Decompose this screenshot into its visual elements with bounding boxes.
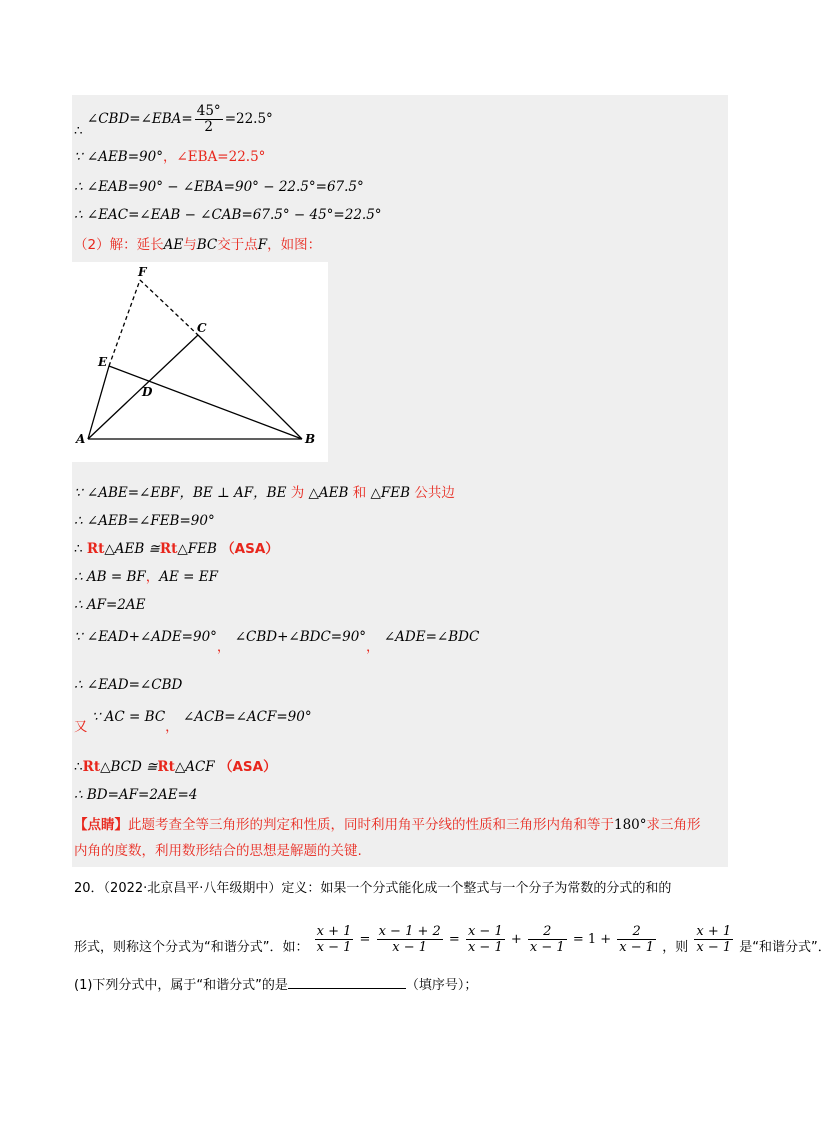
line-angle-sums: ∵ ∠EAD+∠ADE=90°， ∠CBD+∠BDC=90°， ∠ADE=∠BDC	[74, 629, 480, 655]
label-c: C	[197, 321, 207, 335]
dashed-fc	[140, 280, 198, 335]
fraction-4: $\frac{2}{x - 1}$	[529, 924, 565, 955]
line-eac: ∴ ∠EAC=∠EAB − ∠CAB=67.5° − 45°=22.5°	[74, 207, 382, 223]
line-abe-ebf: ∵ ∠ABE=∠EBF，BE ⊥ AF，BE 为 △AEB 和 △FEB 公共边	[74, 485, 455, 501]
label-e: E	[98, 355, 108, 369]
label-d: D	[142, 385, 153, 399]
segment-cb	[198, 335, 302, 439]
line-af-2ae: ∴ AF=2AE	[74, 597, 146, 613]
fraction-1: $\frac{x + 1}{x - 1}$	[316, 924, 352, 955]
line-ac-bc: 又 ∵ AC = BC， ∠ACB=∠ACF=90°	[74, 709, 312, 735]
angle-equation: ∠CBD=∠EBA=	[86, 111, 193, 127]
answer-blank[interactable]	[288, 974, 406, 989]
line-aeb-90: ∵ ∠AEB=90°，∠EBA=22.5°	[74, 149, 266, 165]
dashed-ef	[109, 280, 140, 366]
dianjing-note-line2: 内角的度数，利用数形结合的思想是解题的关键.	[74, 843, 362, 859]
line-bd-result: ∴ BD=AF=2AE=4	[74, 787, 198, 803]
line-congruent-bcd-acf: ∴Rt△BCD ≅Rt△ACF （ASA）	[74, 759, 277, 775]
fraction-2: $\frac{x - 1 + 2}{x - 1}$	[378, 924, 441, 955]
fraction-3: $\frac{x - 1}{x - 1}$	[467, 924, 503, 955]
therefore-symbol: ∴	[74, 123, 83, 139]
result-value: =22.5°	[224, 111, 273, 127]
q20-definition-example: 形式，则称这个分式为“和谐分式”．如： $\frac{x + 1}{x - 1}$ = $\frac{x - 1 + 2}{x - 1}$ = $\frac{x - 1}{x - 1}$ + $\frac{2}{x - 1}$ = 1 + $\frac{2}{x - 1}$ ，则 $\frac{x + 1}{x - 1}$ 是“和谐分式”．	[74, 924, 831, 955]
geometry-figure	[72, 262, 328, 462]
triangle-diagram	[72, 262, 328, 462]
line-ead-cbd: ∴ ∠EAD=∠CBD	[74, 677, 183, 693]
fraction-45-over-2: $\frac{45^\circ}{2}$	[196, 103, 221, 135]
line-congruent-aeb-feb: ∴ Rt△AEB ≅Rt△FEB （ASA）	[74, 541, 279, 557]
line-cbd-eba	[74, 103, 273, 139]
label-a: A	[76, 432, 86, 446]
segment-eb	[109, 366, 302, 439]
segment-ae	[88, 366, 109, 439]
label-b: B	[305, 432, 316, 446]
fraction-6: $\frac{x + 1}{x - 1}$	[696, 924, 732, 955]
q20-heading: 20．（2022·北京昌平·八年级期中）定义：如果一个分式能化成一个整式与一个分子为常数的分式的和的	[74, 881, 672, 896]
label-f: F	[138, 265, 147, 279]
line-eab: ∴ ∠EAB=90° − ∠EBA=90° − 22.5°=67.5°	[74, 179, 364, 195]
part2-heading: （2）解：延长AE与BC交于点F，如图：	[74, 237, 322, 253]
fraction-5: $\frac{2}{x - 1}$	[619, 924, 655, 955]
line-ab-bf: ∴ AB = BF，AE = EF	[74, 569, 218, 585]
q20-part1: (1)下列分式中，属于“和谐分式”的是 （填序号）；	[74, 974, 477, 995]
line-aeb-feb: ∴ ∠AEB=∠FEB=90°	[74, 513, 215, 529]
dianjing-note: 【点睛】此题考查全等三角形的判定和性质，同时利用角平分线的性质和三角形内角和等于180°求三角形	[74, 817, 701, 833]
